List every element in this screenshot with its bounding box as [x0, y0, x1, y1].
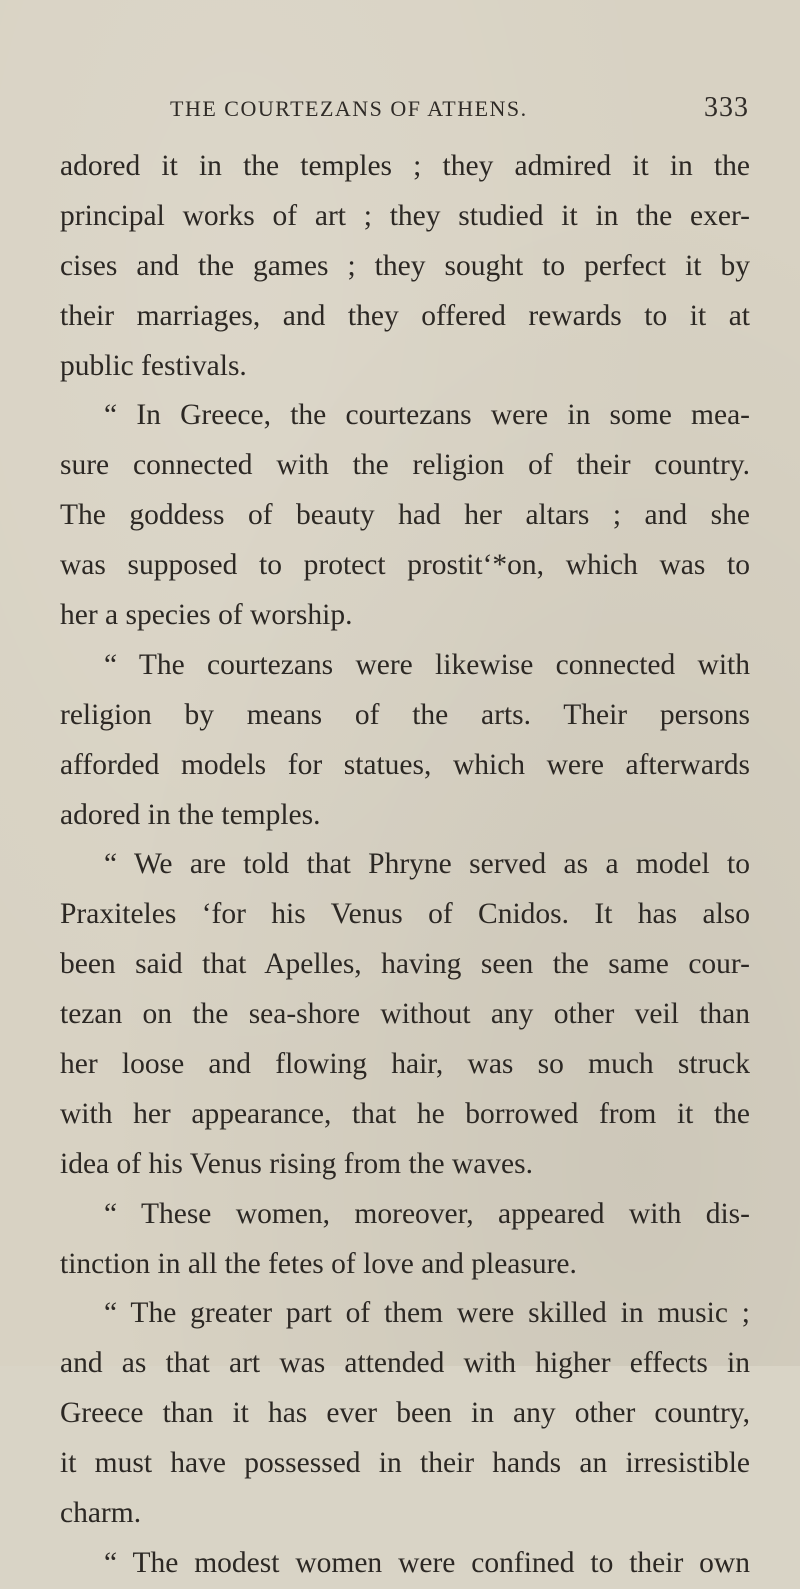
text-line: their marriages, and they offered rewards to it at	[60, 299, 750, 332]
text-line: been said that Apelles, having seen the same cour-	[60, 948, 750, 981]
text-line: sure connected with the religion of their country.	[60, 449, 750, 482]
text-line: cises and the games ; they sought to perfect it by	[60, 249, 750, 282]
text-line: tezan on the sea-shore without any other veil than	[60, 998, 750, 1031]
text-line: it must have possessed in their hands an irresistible	[60, 1447, 750, 1480]
text-line: principal works of art ; they studied it in the exer-	[60, 199, 750, 232]
text-line: “ These women, moreover, appeared with dis-	[104, 1197, 750, 1230]
text-line: “ The greater part of them were skilled in music ;	[104, 1297, 750, 1330]
text-line: idea of his Venus rising from the waves.	[60, 1147, 534, 1180]
text-line: Praxiteles ‘for his Venus of Cnidos. It has also	[60, 898, 750, 931]
body-text	[60, 142, 750, 1589]
text-line: adored in the temples.	[60, 798, 321, 831]
text-line: religion by means of the arts. Their persons	[60, 698, 750, 731]
text-line: her a species of worship.	[60, 599, 353, 632]
text-line: “ In Greece, the courtezans were in some mea-	[104, 399, 750, 432]
text-line: “ We are told that Phryne served as a model to	[104, 848, 750, 881]
text-line: public festivals.	[60, 349, 247, 382]
text-line: afforded models for statues, which were afterwards	[60, 748, 750, 781]
text-line: adored it in the temples ; they admired it in the	[60, 150, 750, 182]
text-line: tinction in all the fetes of love and pleasure.	[60, 1247, 577, 1280]
page-number: 333	[704, 92, 749, 123]
text-line: The goddess of beauty had her altars ; and she	[60, 499, 750, 532]
text-line: “ The courtezans were likewise connected with	[104, 648, 750, 681]
text-line: “ The modest women were confined to their own	[104, 1546, 750, 1579]
text-line: was supposed to protect prostit‘*on, which was to	[60, 549, 750, 582]
text-line: charm.	[60, 1497, 142, 1530]
text-line: Greece than it has ever been in any other country,	[60, 1397, 750, 1430]
text-line: and as that art was attended with higher effects in	[60, 1347, 750, 1380]
text-line: her loose and flowing hair, was so much struck	[60, 1048, 750, 1081]
running-head-title: THE COURTEZANS OF ATHENS.	[170, 96, 528, 121]
text-line: with her appearance, that he borrowed from it the	[60, 1097, 750, 1130]
